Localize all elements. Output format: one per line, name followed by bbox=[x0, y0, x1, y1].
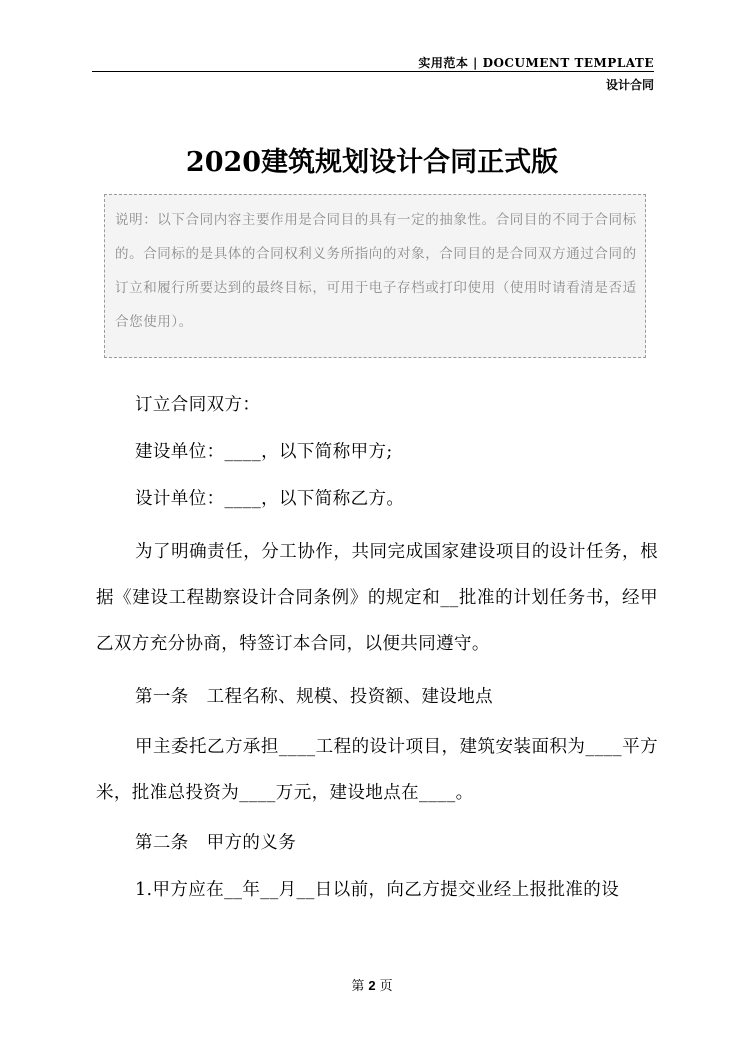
paragraph-client: 建设单位：____，以下简称甲方; bbox=[135, 442, 393, 462]
footer-prefix: 第 bbox=[351, 979, 365, 994]
header-template-label: 实用范本 | DOCUMENT TEMPLATE bbox=[418, 56, 654, 70]
page-number: 2 bbox=[368, 978, 376, 993]
header-category-label: 设计合同 bbox=[605, 78, 654, 92]
paragraph-purpose: 为了明确责任，分工协作，共同完成国家建设项目的设计任务，根据《建设工程勘察设计合同条例》的规定和__批准的计划任务书，经甲乙双方充分协商，特签订本合同，以便共同遵守。 bbox=[96, 542, 658, 654]
document-title: 2020建筑规划设计合同正式版 bbox=[185, 147, 559, 178]
page-header bbox=[92, 54, 654, 94]
article-two-item-one: 1.甲方应在__年__月__日以前，向乙方提交业经上报批准的设 bbox=[135, 880, 620, 900]
article-two-heading: 第二条 甲方的义务 bbox=[135, 833, 297, 853]
paragraph-parties: 订立合同双方： bbox=[135, 395, 261, 415]
paragraph-designer: 设计单位：____，以下简称乙方。 bbox=[135, 489, 405, 509]
article-one-heading: 第一条 工程名称、规模、投资额、建设地点 bbox=[135, 687, 493, 707]
page-footer bbox=[0, 975, 744, 994]
article-one-body: 甲主委托乙方承担____工程的设计项目，建筑安装面积为____平方米，批准总投资为____万元，建设地点在____。 bbox=[96, 737, 658, 803]
notice-box: 说明：以下合同内容主要作用是合同目的具有一定的抽象性。合同目的不同于合同标的。合同标的是具体的合同权利义务所指向的对象，合同目的是合同双方通过合同的订立和履行所要达到的最终目标，可用于电子存档或打印使用（使用时请看清是否适合您使用）。 bbox=[104, 194, 646, 358]
footer-suffix: 页 bbox=[379, 979, 393, 994]
header-divider bbox=[92, 71, 654, 72]
